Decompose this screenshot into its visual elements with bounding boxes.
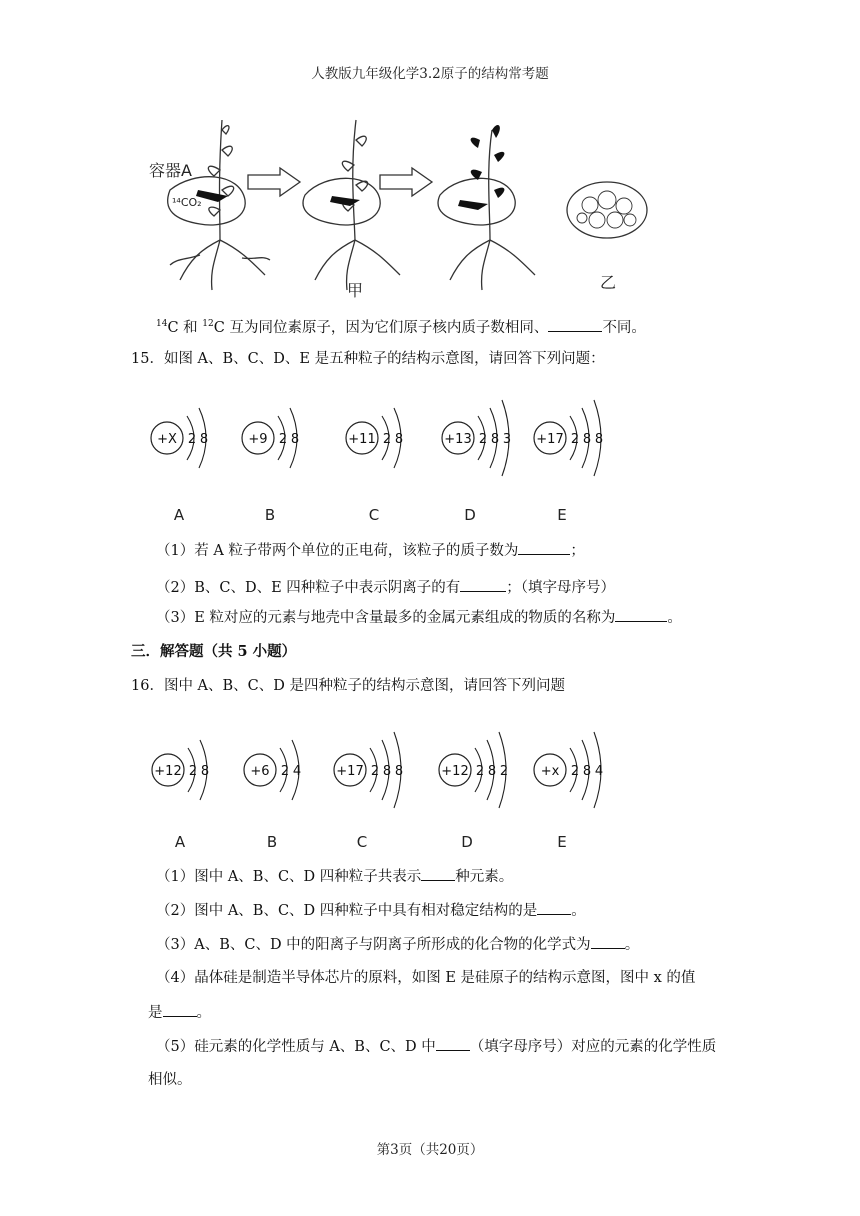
- co2-label: ¹⁴CO₂: [172, 196, 202, 209]
- nucleus-charge: +11: [348, 432, 376, 447]
- shell-electron-count: 8: [490, 432, 500, 447]
- particle-letter: C: [368, 506, 380, 524]
- answer-blank[interactable]: [615, 607, 667, 622]
- page-header: 人教版九年级化学3.2原子的结构常考题: [311, 66, 549, 82]
- shell-electron-count: 2: [475, 764, 485, 779]
- shell-electron-count: 2: [478, 432, 488, 447]
- shell-electron-count: 4: [292, 764, 302, 779]
- q15-sub2: （2）B、C、D、E 四种粒子中表示阴离子的有 ；（填字母序号）: [156, 577, 615, 598]
- answer-blank[interactable]: [436, 1036, 470, 1051]
- shell-electron-count: 2: [187, 432, 197, 447]
- particle-letter: B: [264, 506, 276, 524]
- shell-electron-count: 8: [582, 432, 592, 447]
- shell-electron-count: 8: [382, 764, 392, 779]
- nucleus-charge: +X: [157, 432, 177, 447]
- answer-blank[interactable]: [537, 900, 571, 915]
- answer-blank[interactable]: [518, 540, 570, 555]
- atom-B: [244, 740, 301, 851]
- q16-sub3: （3）A、B、C、D 中的阳离子与阴离子所形成的化合物的化学式为 。: [156, 934, 639, 955]
- nucleus-charge: +9: [248, 432, 268, 447]
- plant-figure: [140, 110, 660, 300]
- container-label: 容器A: [149, 161, 192, 180]
- arrow-2: [380, 168, 432, 196]
- q14-isotope-line: $^{14}$C 和 $^{12}$C 互为同位素原子，因为它们原子核内质子数相同、 不同。: [156, 314, 646, 338]
- answer-blank[interactable]: [163, 1002, 197, 1017]
- particle-letter: E: [557, 506, 567, 524]
- particle-letter: B: [266, 833, 278, 851]
- cell-yi: [567, 182, 647, 238]
- q16-sub5-cont: 相似。: [148, 1072, 192, 1088]
- q16-stem: 16．图中 A、B、C、D 是四种粒子的结构示意图，请回答下列问题: [131, 678, 566, 694]
- nucleus-charge: +13: [444, 432, 472, 447]
- shell-electron-count: 8: [200, 764, 210, 779]
- shell-electron-count: 3: [502, 432, 512, 447]
- answer-blank[interactable]: [460, 577, 506, 592]
- particle-letter: A: [174, 833, 186, 851]
- shell-electron-count: 8: [290, 432, 300, 447]
- shell-electron-count: 2: [570, 432, 580, 447]
- atom-C: [346, 408, 403, 524]
- particle-letter: D: [461, 833, 473, 851]
- answer-blank[interactable]: [421, 866, 455, 881]
- plant-3: [438, 130, 535, 290]
- q16-sub4-cont: 是 。: [148, 1002, 211, 1023]
- q16-atom-diagrams: [140, 712, 660, 857]
- nucleus-charge: +17: [536, 432, 564, 447]
- shell-electron-count: 8: [199, 432, 209, 447]
- arrow-1: [248, 168, 300, 196]
- particle-letter: A: [173, 506, 185, 524]
- page-footer: 第3页（共20页）: [376, 1142, 484, 1158]
- q15-sub3: （3）E 粒对应的元素与地壳中含量最多的金属元素组成的物质的名称为 。: [156, 607, 682, 628]
- shell-electron-count: 2: [570, 764, 580, 779]
- shell-electron-count: 8: [594, 432, 604, 447]
- shell-electron-count: 2: [370, 764, 380, 779]
- atom-D: [442, 400, 511, 524]
- shell-electron-count: 2: [280, 764, 290, 779]
- shell-electron-count: 8: [487, 764, 497, 779]
- particle-letter: E: [557, 833, 567, 851]
- shell-electron-count: 2: [278, 432, 288, 447]
- atom-A: [151, 408, 208, 524]
- shell-electron-count: 4: [594, 764, 604, 779]
- shell-electron-count: 8: [394, 432, 404, 447]
- atom-A: [152, 740, 209, 851]
- nucleus-charge: +6: [250, 764, 270, 779]
- nucleus-charge: +17: [336, 764, 364, 779]
- particle-letter: D: [464, 506, 476, 524]
- q15-sub1: （1）若 A 粒子带两个单位的正电荷，该粒子的质子数为 ；: [156, 540, 585, 561]
- shell-electron-count: 8: [582, 764, 592, 779]
- particle-letter: C: [356, 833, 368, 851]
- atom-C: [334, 732, 403, 851]
- atom-B: [242, 408, 299, 524]
- shell-electron-count: 2: [188, 764, 198, 779]
- nucleus-charge: +x: [540, 764, 560, 779]
- q16-sub4: （4）晶体硅是制造半导体芯片的原料，如图 E 是硅原子的结构示意图，图中 x 的值: [156, 970, 696, 986]
- shell-electron-count: 2: [382, 432, 392, 447]
- nucleus-charge: +12: [441, 764, 469, 779]
- q16-sub1: （1）图中 A、B、C、D 四种粒子共表示 种元素。: [156, 866, 513, 887]
- q15-stem: 15．如图 A、B、C、D、E 是五种粒子的结构示意图，请回答下列问题：: [131, 351, 605, 367]
- section-3-heading: 三．解答题（共 5 小题）: [131, 643, 297, 660]
- atom-D: [439, 732, 508, 851]
- shell-electron-count: 2: [499, 764, 509, 779]
- shell-electron-count: 8: [394, 764, 404, 779]
- figure-label-yi: 乙: [600, 273, 617, 292]
- q16-sub2: （2）图中 A、B、C、D 四种粒子中具有相对稳定结构的是 。: [156, 900, 586, 921]
- q15-atom-diagrams: [140, 390, 640, 530]
- atom-E: [534, 400, 603, 524]
- q16-sub5: （5）硅元素的化学性质与 A、B、C、D 中 （填字母序号）对应的元素的化学性质: [156, 1036, 716, 1057]
- answer-blank[interactable]: [591, 934, 625, 949]
- nucleus-charge: +12: [154, 764, 182, 779]
- figure-label-jia: 甲: [347, 281, 364, 300]
- atom-E: [534, 732, 603, 851]
- answer-blank[interactable]: [548, 317, 602, 332]
